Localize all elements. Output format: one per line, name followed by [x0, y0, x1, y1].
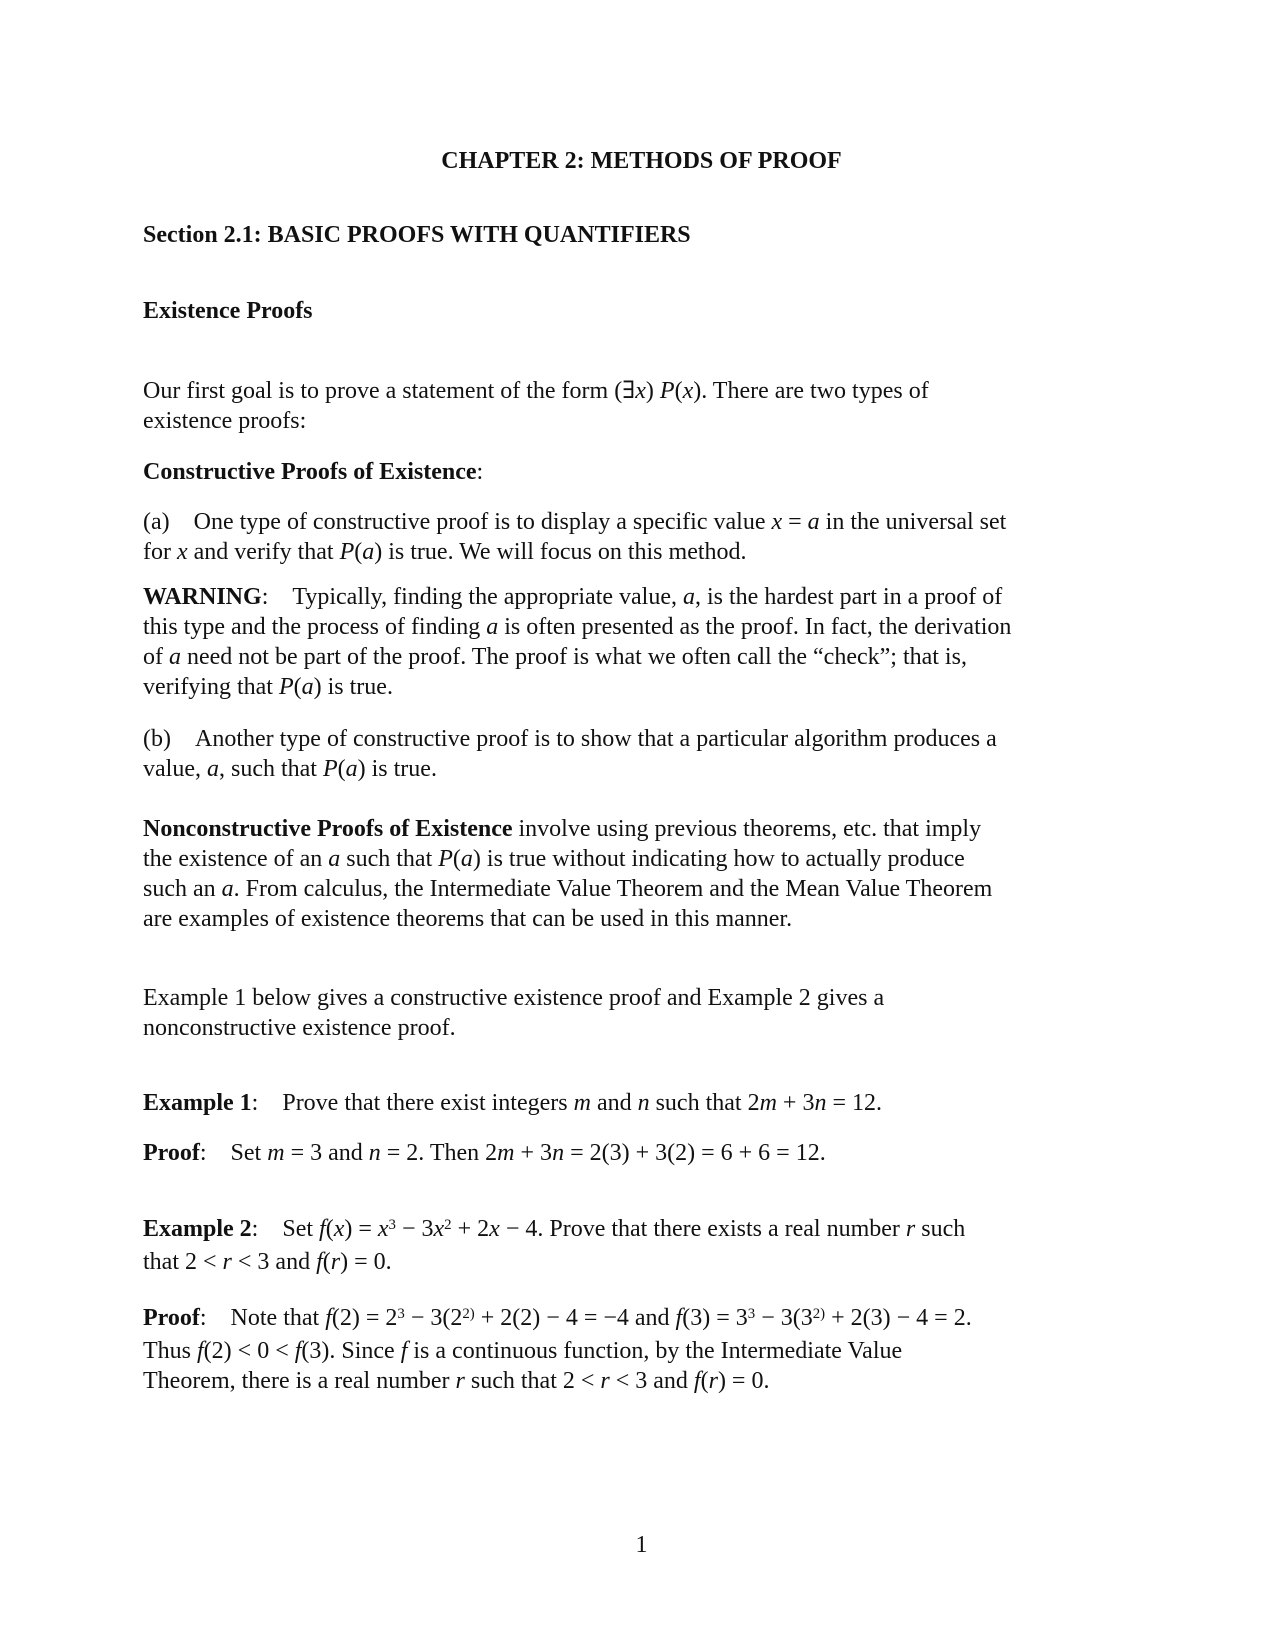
paragraph-examples-intro: Example 1 below gives a constructive existence proof and Example 2 gives a nonconstructive existence proof. — [143, 985, 885, 1041]
page-number: 1 — [635, 1532, 648, 1558]
heading-constructive-proofs: Constructive Proofs of Existence: — [143, 459, 484, 485]
subheading-existence-proofs: Existence Proofs — [143, 298, 313, 324]
paragraph-intro: Our first goal is to prove a statement of the form (∃x) P(x). There are two types of existence proofs: — [143, 378, 929, 434]
proof-2: Proof: Note that $f(2) = 2^3 - 3(2^{2)} + 2(2) - 4 = -4$ and $f(3) = 3^3 - 3(3^{2)} + 2(3) - 4 = 2$. Thus f(2) < 0 < f(3). Since f is a continuous function, by the Intermediate Value Theorem, there is a real number r such that 2 < r < 3 and f(r) = 0. — [143, 1305, 972, 1394]
paragraph-nonconstructive: Nonconstructive Proofs of Existence involve using previous theorems, etc. that imply the existence of an a such that P(a) is true without indicating how to actually produce such an a. From calculus, the Intermediate Value Theorem and the Mean Value Theorem are examples of existence theorems that can be used in this manner. — [143, 816, 993, 932]
paragraph-warning: WARNING: Typically, finding the appropriate value, a, is the hardest part in a proof of this type and the process of finding a is often presented as the proof. In fact, the derivation of a need not be part of the proof. The proof is what we often call the “check”; that is, verifying that P(a) is true. — [143, 584, 1012, 700]
item-b: (b) Another type of constructive proof is to show that a particular algorithm produces a value, a, such that P(a) is true. — [143, 726, 997, 782]
chapter-title: CHAPTER 2: METHODS OF PROOF — [441, 148, 842, 174]
example-2-statement: Example 2: Set $f(x) = x^3 - 3x^2 + 2x - 4$. Prove that there exists a real number r such that 2 < r < 3 and f(r) = 0. — [143, 1216, 966, 1275]
item-a: (a) One type of constructive proof is to display a specific value x = a in the universal set for x and verify that P(a) is true. We will focus on this method. — [143, 509, 1007, 565]
section-heading: Section 2.1: BASIC PROOFS WITH QUANTIFIERS — [143, 222, 691, 248]
example-1-statement: Example 1: Prove that there exist integers m and n such that 2m + 3n = 12. — [143, 1090, 883, 1116]
text-column — [143, 146, 1140, 1396]
proof-1: Proof: Set m = 3 and n = 2. Then 2m + 3n = 2(3) + 3(2) = 6 + 6 = 12. — [143, 1140, 826, 1166]
